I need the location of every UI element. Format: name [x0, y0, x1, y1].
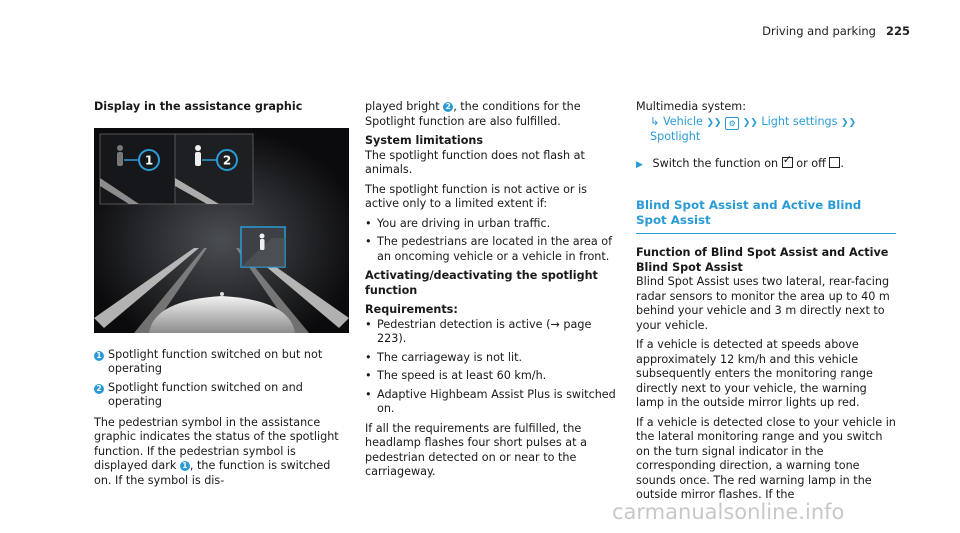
paragraph-2: If a vehicle is detected at speeds above approximately 12 km/h and this vehicle subsequently enters the monitoring range directly next to your vehicle, the warning lamp in the outside mirror lights up red. [636, 338, 873, 409]
watermark: carmanualsonline.info [612, 500, 845, 524]
double-chevron-icon: ❯❯ [841, 117, 857, 128]
svg-text:2: 2 [222, 153, 232, 167]
system-limitations-text-2: The spotlight function is not active or is active only to a limited extent if: [365, 182, 588, 210]
path-arrow-icon: ↳ [650, 114, 660, 128]
multimedia-label: Multimedia system: [636, 100, 746, 113]
list-item: • The carriageway is not lit. [365, 351, 620, 366]
list-item: • You are driving in urban traffic. [365, 217, 620, 232]
requirements-heading: Requirements: [365, 303, 458, 316]
legend-text: Spotlight function switched on and operating [108, 380, 303, 408]
display-heading: Display in the assistance graphic [94, 100, 303, 113]
status-paragraph [94, 416, 349, 489]
instruction-text: Switch the function on [652, 156, 779, 170]
legend-item-1 [94, 348, 349, 377]
section-title: Driving and parking [762, 24, 876, 38]
bsa-section-title: Blind Spot Assist and Active Blind Spot Assist [636, 198, 896, 234]
system-limitations-text: The spotlight function does not flash at animals. [365, 148, 585, 176]
instruction-text: or off [796, 156, 826, 170]
double-chevron-icon: ❯❯ [742, 117, 758, 128]
checkbox-checked-icon [782, 157, 793, 168]
limitations-list [365, 217, 620, 265]
assistance-graphic-svg [94, 128, 349, 333]
paragraph-text: The pedestrian symbol in the assistance graphic indicates the status of the spotlight function. If the pedestrian symbol is displayed dark [94, 415, 339, 472]
assistance-graphic [94, 128, 349, 333]
function-heading: Function of Blind Spot Assist and Active Blind Spot Assist [636, 246, 889, 274]
menu-path [636, 115, 896, 145]
activating-heading: Activating/deactivating the spotlight function [365, 269, 598, 297]
page-header [762, 24, 910, 39]
pedestrian-bright-icon [195, 145, 201, 166]
system-limitations-heading: System limitations [365, 134, 484, 147]
paragraph-1: Blind Spot Assist uses two lateral, rear-facing radar sensors to monitor the area up to 40 m behind your vehicle and 3 m directly next to your vehicle. [636, 275, 890, 332]
number-badge: 1 [94, 351, 104, 361]
list-item: • Adaptive Highbeam Assist Plus is switched on. [365, 388, 620, 417]
checkbox-empty-icon [829, 157, 840, 168]
double-chevron-icon: ❯❯ [706, 117, 722, 128]
column-3 [636, 100, 896, 508]
paragraph-text: , the function is switched on. If the symbol is dis- [94, 459, 331, 487]
menu-spotlight-link[interactable]: Spotlight [650, 130, 701, 143]
legend-text: Spotlight function switched on but not operating [108, 347, 323, 375]
intro-paragraph [365, 100, 620, 129]
list-item: • The speed is at least 60 km/h. [365, 369, 620, 384]
paragraph-text: , the conditions for the Spotlight function are also fulfilled. [365, 100, 581, 128]
number-badge: 1 [180, 461, 190, 471]
paragraph-text: played bright [365, 100, 440, 113]
switch-instruction: ▶ Switch the function on ✓ or off . [636, 157, 896, 173]
closing-paragraph: If all the requirements are fulfilled, the headlamp flashes four short pulses at a pedestrian detected on or near to the carriageway. [365, 421, 587, 478]
pedestrian-dark-icon [117, 145, 123, 166]
page-number: 225 [885, 24, 910, 38]
action-triangle-icon: ▶ [636, 159, 643, 170]
car-settings-icon: ⚙ [725, 117, 739, 130]
legend-item-2 [94, 381, 349, 410]
column-1 [94, 100, 349, 493]
paragraph-3: If a vehicle is detected close to your vehicle in the lateral monitoring range and you switch on the turn signal indicator in the corresponding direction, a warning tone sounds once. The red warning lamp in the outside mirror flashes. If the [636, 415, 896, 501]
number-badge: 2 [94, 384, 104, 394]
list-item: • The pedestrians are located in the area of an oncoming vehicle or a vehicle in front. [365, 235, 620, 264]
number-badge: 2 [443, 102, 453, 112]
column-2 [365, 100, 620, 485]
requirements-list [365, 318, 620, 417]
menu-vehicle-link[interactable]: Vehicle [662, 114, 703, 128]
menu-light-settings-link[interactable]: Light settings [761, 114, 838, 128]
svg-text:1: 1 [144, 153, 154, 167]
list-item: • Pedestrian detection is active (→ page 223). [365, 318, 620, 347]
